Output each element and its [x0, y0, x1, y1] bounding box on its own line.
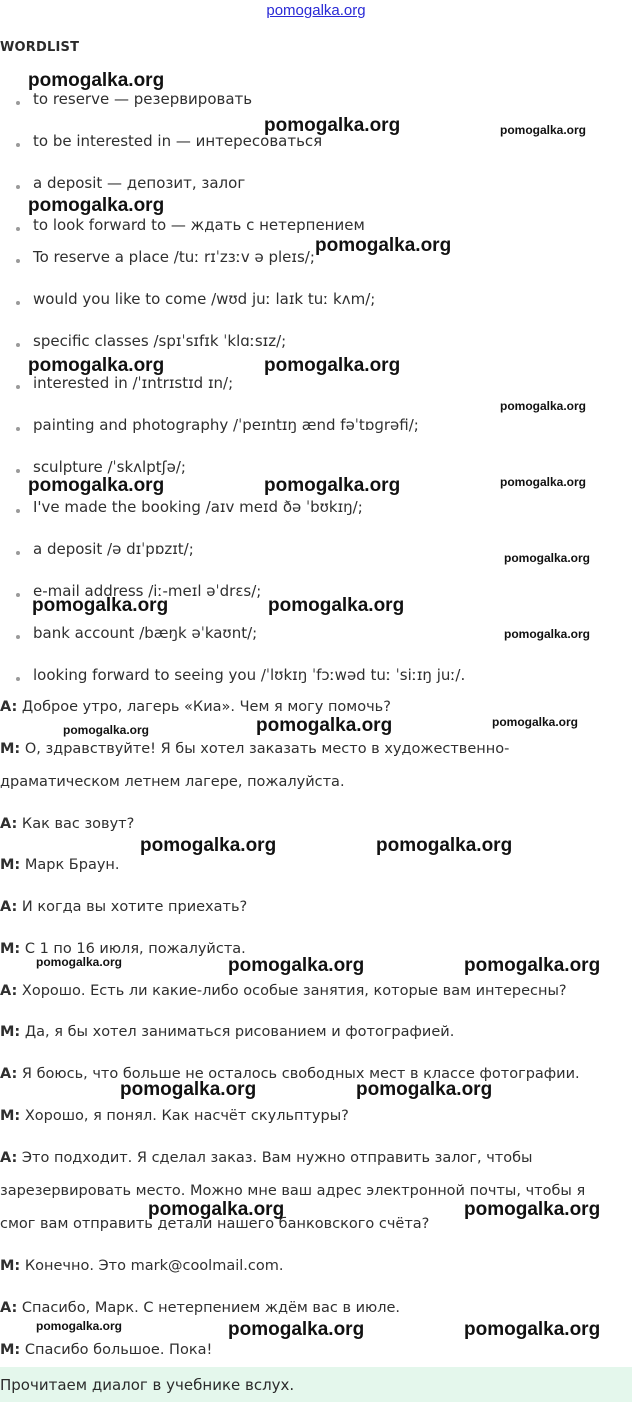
footer-text: Прочитаем диалог в учебнике вслух. — [0, 1376, 295, 1394]
speaker-label: A: — [0, 816, 18, 832]
watermark-text: pomogalka.org — [504, 627, 591, 641]
dialogue-line — [0, 1300, 400, 1316]
site-link[interactable]: pomogalka.org — [266, 2, 366, 19]
wordlist-item: would you like to come /wʊd juː laɪk tuː kʌm/; — [33, 290, 376, 308]
speaker-label: M: — [0, 1258, 21, 1274]
watermark-text: pomogalka.org — [504, 551, 591, 565]
bullet-dot — [16, 259, 20, 263]
dialogue-text: Спасибо, Марк. С нетерпением ждём вас в июле. — [21, 1300, 401, 1316]
dialogue-line — [0, 1342, 212, 1358]
watermark-text: pomogalka.org — [315, 235, 452, 256]
dialogue-line — [0, 1066, 580, 1082]
dialogue-line — [0, 899, 247, 915]
watermark-text: pomogalka.org — [140, 835, 277, 856]
watermark-text: pomogalka.org — [264, 355, 401, 376]
watermark-text: pomogalka.org — [264, 475, 401, 496]
dialogue-line — [0, 857, 120, 873]
bullet-dot — [16, 509, 20, 513]
dialogue-text: Хорошо, я понял. Как насчёт скульптуры? — [24, 1108, 349, 1124]
speaker-label: M: — [0, 941, 21, 957]
dialogue-text: С 1 по 16 июля, пожалуйста. — [24, 941, 246, 957]
wordlist-item: to look forward to — ждать с нетерпением — [33, 216, 365, 234]
watermark-text: pomogalka.org — [492, 715, 579, 729]
dialogue-text: Конечно. Это mark@coolmail.com. — [24, 1258, 284, 1274]
dialogue-text: зарезервировать место. Можно мне ваш адрес электронной почты, чтобы я — [0, 1183, 586, 1199]
dialogue-line — [0, 1150, 532, 1166]
wordlist-item: to be interested in — интересоваться — [33, 132, 323, 150]
watermark-text: pomogalka.org — [376, 835, 513, 856]
wordlist-item: a deposit /ə dɪˈpɒzɪt/; — [33, 540, 194, 558]
bullet-dot — [16, 551, 20, 555]
dialogue-text: И когда вы хотите приехать? — [21, 899, 248, 915]
dialogue-text: Да, я бы хотел заниматься рисованием и фотографией. — [24, 1024, 455, 1040]
watermark-text: pomogalka.org — [264, 115, 401, 136]
wordlist-item: a deposit — депозит, залог — [33, 174, 246, 192]
dialogue-text: Спасибо большое. Пока! — [24, 1342, 213, 1358]
watermark-text: pomogalka.org — [256, 715, 393, 736]
watermark-text: pomogalka.org — [36, 955, 123, 969]
watermark-text: pomogalka.org — [500, 123, 587, 137]
watermark-text: pomogalka.org — [28, 195, 165, 216]
bullet-dot — [16, 301, 20, 305]
speaker-label: A: — [0, 1150, 18, 1166]
wordlist-item: painting and photography /ˈpeɪntɪŋ ænd fəˈtɒɡrəfi/; — [33, 416, 419, 434]
dialogue-text: Марк Браун. — [24, 857, 120, 873]
bullet-dot — [16, 593, 20, 597]
bullet-dot — [16, 143, 20, 147]
speaker-label: M: — [0, 741, 21, 757]
dialogue-text: О, здравствуйте! Я бы хотел заказать место в художественно- — [24, 741, 510, 757]
dialogue-line — [0, 774, 345, 790]
footer-banner — [0, 1367, 632, 1402]
watermark-text: pomogalka.org — [500, 475, 587, 489]
dialogue-line — [0, 1108, 349, 1124]
wordlist-item: specific classes /spɪˈsɪfɪk ˈklɑːsɪz/; — [33, 332, 287, 350]
speaker-label: A: — [0, 983, 18, 999]
watermark-text: pomogalka.org — [63, 723, 150, 737]
watermark-text: pomogalka.org — [464, 1199, 601, 1220]
watermark-text: pomogalka.org — [28, 70, 165, 91]
dialogue-text: Я боюсь, что больше не осталось свободных мест в классе фотографии. — [21, 1066, 580, 1082]
bullet-dot — [16, 385, 20, 389]
speaker-label: A: — [0, 1300, 18, 1316]
dialogue-text: Хорошо. Есть ли какие-либо особые занятия, которые вам интересны? — [21, 983, 567, 999]
watermark-text: pomogalka.org — [500, 399, 587, 413]
speaker-label: M: — [0, 857, 21, 873]
watermark-text: pomogalka.org — [268, 595, 405, 616]
speaker-label: M: — [0, 1342, 21, 1358]
dialogue-text: Это подходит. Я сделал заказ. Вам нужно отправить залог, чтобы — [21, 1150, 533, 1166]
watermark-text: pomogalka.org — [464, 955, 601, 976]
dialogue-line — [0, 983, 567, 999]
bullet-dot — [16, 343, 20, 347]
wordlist-item: bank account /bæŋk əˈkaʊnt/; — [33, 624, 258, 642]
dialogue-line — [0, 1183, 585, 1199]
wordlist-item: To reserve a place /tuː rɪˈzɜːv ə pleɪs/; — [33, 248, 315, 266]
bullet-dot — [16, 677, 20, 681]
wordlist-item: e-mail address /iː-meɪl əˈdrɛs/; — [33, 582, 262, 600]
dialogue-text: драматическом летнем лагере, пожалуйста. — [0, 774, 345, 790]
bullet-dot — [16, 185, 20, 189]
watermark-text: pomogalka.org — [120, 1079, 257, 1100]
dialogue-line — [0, 1258, 283, 1274]
watermark-text: pomogalka.org — [228, 1319, 365, 1340]
dialogue-line — [0, 741, 509, 757]
watermark-text: pomogalka.org — [28, 475, 165, 496]
dialogue-line — [0, 1024, 454, 1040]
watermark-text: pomogalka.org — [464, 1319, 601, 1340]
speaker-label: M: — [0, 1108, 21, 1124]
bullet-dot — [16, 101, 20, 105]
wordlist-item: interested in /ˈɪntrɪstɪd ɪn/; — [33, 374, 234, 392]
bullet-dot — [16, 227, 20, 231]
wordlist-item: sculpture /ˈskʌlptʃə/; — [33, 458, 186, 476]
watermark-text: pomogalka.org — [32, 595, 169, 616]
wordlist-item: to reserve — резервировать — [33, 90, 253, 108]
speaker-label: A: — [0, 899, 18, 915]
wordlist-heading: WORDLIST — [0, 40, 80, 55]
dialogue-line — [0, 816, 134, 832]
wordlist-item: looking forward to seeing you /ˈlʊkɪŋ ˈfɔːwəd tuː ˈsiːɪŋ juː/. — [33, 666, 466, 684]
wordlist-item: I've made the booking /aɪv meɪd ðə ˈbʊkɪŋ/; — [33, 498, 363, 516]
dialogue-text: Доброе утро, лагерь «Киа». Чем я могу помочь? — [21, 699, 391, 715]
speaker-label: M: — [0, 1024, 21, 1040]
speaker-label: A: — [0, 699, 18, 715]
dialogue-text: Как вас зовут? — [21, 816, 135, 832]
watermark-text: pomogalka.org — [28, 355, 165, 376]
watermark-text: pomogalka.org — [356, 1079, 493, 1100]
dialogue-text: смог вам отправить детали нашего банковского счёта? — [0, 1216, 430, 1232]
watermark-text: pomogalka.org — [228, 955, 365, 976]
speaker-label: A: — [0, 1066, 18, 1082]
bullet-dot — [16, 427, 20, 431]
bullet-dot — [16, 469, 20, 473]
dialogue-line — [0, 699, 391, 715]
bullet-dot — [16, 635, 20, 639]
watermark-text: pomogalka.org — [36, 1319, 123, 1333]
watermark-text: pomogalka.org — [148, 1199, 285, 1220]
